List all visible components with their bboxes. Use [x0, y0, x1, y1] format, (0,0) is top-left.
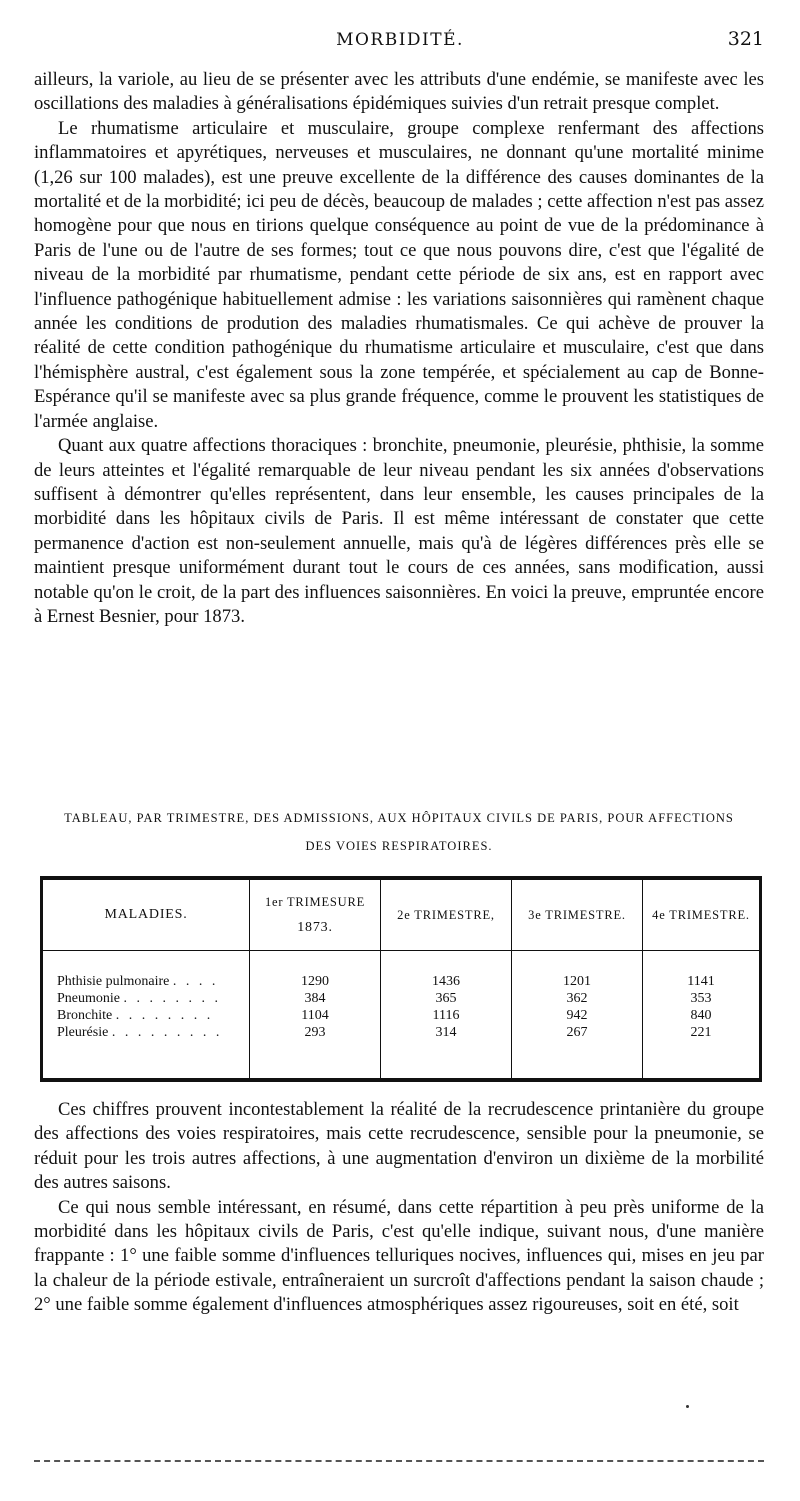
- table-caption-line-2: DES VOIES RESPIRATOIRES.: [305, 839, 493, 853]
- column-q2: [381, 951, 512, 1079]
- column-maladies: [43, 951, 250, 1079]
- header-q1-line-1: 1er TRIMESURE: [264, 894, 366, 909]
- page-number: 321: [727, 28, 764, 50]
- cell-value: 267: [566, 1025, 588, 1040]
- paragraph-recrudescence: Ces chiffres prouvent incontestablement la réalité de la recrudescence printanière du groupe des affections des voies respiratoires, mais cette recrudescence, sensible pour la pneumonie, se réduit pour les trois autres affections, à une augmentation d'environ un dixième de la morbilité des autres saisons.: [34, 1099, 764, 1194]
- row-label: Phthisie pulmonaire . . . .: [57, 974, 219, 989]
- cell-value: 293: [304, 1025, 326, 1040]
- paragraph-rhumatisme: Le rhumatisme articulaire et musculaire, groupe complexe renfermant des affections inflammatoires et apyrétiques, nerveuses et musculaires, ne donnant qu'une mortalité minime (1,26 sur 100 malades), est une preuve excellente de la différence des causes dominantes de la mortalité et de la morbidité; ici peu de décès, beaucoup de malades ; cette affection n'est pas assez homogène pour que nous en tirions quelque conséquence au point de vue de la prédominance à Paris de l'une ou de l'autre de ses formes; tout ce que nous pouvons dire, c'est que l'égalité de niveau de la morbidité par rhumatisme, pendant cette période de six ans, est en rapport avec l'influence pathogénique habituellement admise : les variations saisonnières qui ramènent chaque année les conditions de prodution des maladies rhumatismales. Ce qui achève de prouver la réalité de cette condition pathogénique du rhumatisme articulaire et musculaire, c'est que dans l'hémisphère austral, c'est également sous la zone tempérée, et spécialement au cap de Bonne-Espérance qu'il se manifeste avec sa plus grande fréquence, comme le prouvent les statistiques de l'armée anglaise.: [34, 117, 764, 432]
- paragraph-variole: ailleurs, la variole, au lieu de se présenter avec les attributs d'une endémie, se manifeste avec les oscillations des maladies à généralisations épidémiques suivies d'un retrait presque complet.: [34, 69, 764, 115]
- cell-value: 942: [566, 1008, 588, 1023]
- cell-value: 314: [435, 1025, 457, 1040]
- table-caption-line-1: TABLEAU, PAR TRIMESTRE, DES ADMISSIONS, AUX HÔPITAUX CIVILS DE PARIS, POUR AFFECTIONS: [64, 811, 734, 825]
- cell-value: 1116: [432, 1008, 460, 1023]
- column-q1: [250, 951, 381, 1079]
- column-q4: [643, 951, 760, 1079]
- header-q4: 4e TRIMESTRE.: [643, 880, 760, 951]
- cell-value: 1201: [563, 974, 591, 989]
- header-q1: [250, 880, 381, 951]
- paragraph-resume: Ce qui nous semble intéressant, en résumé, dans cette répartition à peu près uniforme de la morbidité dans les hôpitaux civils de Paris, c'est qu'elle indique, suivant nous, d'une manière frappante : 1° une faible somme d'influences telluriques nocives, influences qui, mises en jeu par la chaleur de la période estivale, entraîneraient un surcroît d'affections pendant la saison chaude ; 2° une faible somme également d'influences atmosphériques assez rigoureuses, soit en été, soit: [34, 1196, 764, 1316]
- cell-value: 221: [690, 1025, 712, 1040]
- cell-value: 1141: [687, 974, 715, 989]
- cell-value: 1290: [301, 974, 329, 989]
- paragraph-affections-thoraciques: Quant aux quatre affections thoraciques : bronchite, pneumonie, pleurésie, phthisie, la somme de leurs atteintes et l'égalité remarquable de leur niveau pendant les six années d'observations suffisent à démontrer qu'elles représentent, dans leur ensemble, les causes principales de la morbidité dans les hôpitaux civils de Paris. Il est même intéressant de constater que cette permanence d'action est non-seulement annuelle, mais qu'à de légères différences près elle se maintient presque uniformément durant tout le cours de ces années, sans modification, aussi notable qu'on le croit, de la part des influences saisonnières. En voici la preuve, empruntée encore à Ernest Besnier, pour 1873.: [34, 435, 764, 627]
- body-text-top: [34, 68, 764, 629]
- cell-value: 384: [304, 991, 326, 1006]
- cell-value: 1436: [432, 974, 460, 989]
- header-q3: 3e TRIMESTRE.: [512, 880, 643, 951]
- cell-value: 353: [690, 991, 712, 1006]
- table-caption: [34, 804, 764, 860]
- header-maladies: MALADIES.: [43, 880, 250, 951]
- cell-value: 1104: [301, 1008, 329, 1023]
- cell-value: 365: [435, 991, 457, 1006]
- cell-value: 362: [566, 991, 588, 1006]
- header-q1-line-2: 1873.: [297, 919, 333, 935]
- header-q2: 2e TRIMESTRE,: [381, 880, 512, 951]
- row-label: Pneumonie . . . . . . . .: [57, 991, 221, 1006]
- body-text-bottom: [34, 1098, 764, 1318]
- print-speck: [686, 1405, 689, 1408]
- row-label: Bronchite . . . . . . . .: [57, 1008, 214, 1023]
- bottom-rule: [34, 1460, 764, 1462]
- column-q3: [512, 951, 643, 1079]
- admissions-table: [40, 876, 762, 1082]
- running-title: MORBIDITÉ.: [336, 30, 464, 50]
- row-label: Pleurésie . . . . . . . . .: [57, 1025, 223, 1040]
- cell-value: 840: [690, 1008, 712, 1023]
